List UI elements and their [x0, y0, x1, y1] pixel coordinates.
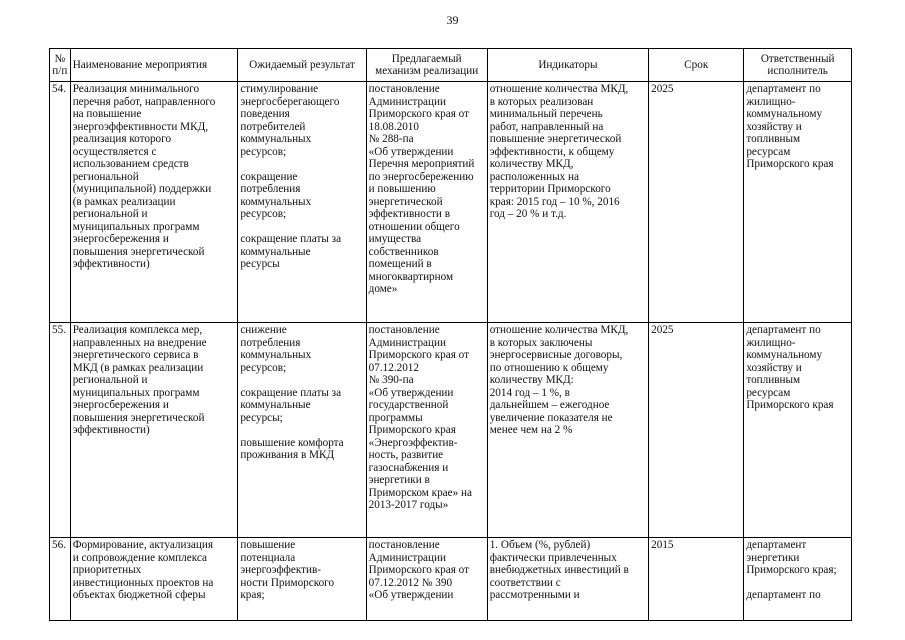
cell-line: ресурсов;: [240, 145, 287, 158]
cell-line: минимальный перечень: [489, 108, 603, 120]
cell-line: многоквартирном: [368, 270, 454, 283]
cell-name: [70, 82, 238, 323]
cell-line: «Энергоэффектив-: [368, 436, 458, 449]
cell-line: фактически привлеченных: [489, 551, 617, 564]
cell-line: сокращение: [240, 170, 298, 183]
cell-line: коммунальному: [746, 349, 823, 361]
cell-line: 2014 год – 1 %, в: [489, 386, 570, 399]
cell-line: [240, 374, 363, 387]
cell-line: 54.: [52, 83, 66, 95]
cell-line: края;: [240, 589, 265, 601]
cell-line: внебюджетных инвестиций в: [489, 564, 629, 576]
cell-line: снижение: [240, 324, 287, 336]
cell-term: [649, 82, 744, 323]
cell-line: МКД (в рамках реализации: [72, 361, 204, 374]
cell-line: 2015: [651, 539, 674, 551]
cell-line: Приморского края от: [368, 564, 469, 576]
cell-responsible: [744, 538, 852, 621]
cell-line: проживания в МКД: [240, 449, 335, 461]
cell-line: региональной: [72, 170, 139, 183]
cell-line: Приморского края от: [368, 108, 469, 120]
cell-line: количеству МКД:: [489, 374, 574, 386]
page-number: 39: [446, 13, 459, 27]
cell-line: год – 20 % и т.д.: [489, 208, 567, 220]
cell-line: топливным: [746, 133, 801, 145]
cell-line: коммунальных: [240, 195, 312, 208]
cell-line: отношение количества МКД,: [489, 83, 629, 95]
cell-line: жилищно-: [746, 336, 796, 349]
cell-line: ресурсам: [746, 145, 791, 158]
cell-line: коммунальному: [746, 108, 823, 120]
cell-line: 2025: [651, 83, 674, 95]
cell-line: эффективности в: [368, 208, 451, 220]
cell-line: повышение: [240, 539, 296, 551]
cell-line: 07.12.2012: [368, 361, 419, 374]
cell-line: объектах бюджетной сферы: [72, 589, 206, 601]
cell-line: рассмотренными и: [489, 589, 580, 601]
cell-line: потребления: [240, 183, 301, 195]
cell-line: 2025: [651, 324, 674, 336]
cell-mechanism: [366, 82, 487, 323]
cell-line: Приморского края от: [368, 349, 469, 361]
cell-line: (в рамках реализации: [72, 195, 176, 208]
cell-line: Перечня мероприятий: [368, 158, 475, 170]
cell-indicators: [487, 538, 648, 621]
cell-line: энергетики в: [368, 474, 430, 486]
table-row: [50, 323, 852, 538]
cell-line: на повышение: [72, 108, 142, 120]
cell-line: дальнейшем – ежегодное: [489, 399, 610, 411]
cell-num: [50, 82, 71, 323]
cell-line: перечня работ, направленного: [72, 95, 216, 108]
cell-line: повышение комфорта: [240, 436, 344, 449]
cell-line: приоритетных: [72, 564, 142, 576]
cell-line: Приморского края: [746, 158, 834, 170]
header-mechanism: Предлагаемый механизм реализации: [366, 49, 487, 82]
cell-line: ресурсов;: [240, 361, 287, 374]
cell-line: количеству МКД,: [489, 158, 574, 170]
cell-line: энергетики: [746, 551, 800, 564]
cell-term: [649, 538, 744, 621]
cell-line: 56.: [52, 539, 66, 551]
cell-line: и повышению: [368, 183, 436, 195]
cell-mechanism: [366, 323, 487, 538]
cell-line: эффективности): [72, 258, 150, 270]
cell-line: осуществляется с: [72, 145, 157, 158]
cell-line: ности Приморского: [240, 576, 335, 589]
cell-line: по энергосбережению: [368, 170, 474, 183]
cell-line: коммунальные: [240, 245, 311, 258]
cell-line: Реализация минимального: [72, 83, 200, 95]
cell-line: департамент по: [746, 589, 821, 601]
cell-line: «Об утверждении: [368, 386, 454, 399]
cell-line: 55.: [52, 324, 66, 336]
cell-line: департамент по: [746, 324, 821, 336]
cell-line: постановление: [368, 83, 440, 95]
cell-term: [649, 323, 744, 538]
table-row: [50, 538, 852, 621]
cell-line: ресурсов;: [240, 208, 287, 220]
cell-line: [240, 221, 363, 234]
cell-line: в которых реализован: [489, 95, 594, 108]
cell-line: отношение количества МКД,: [489, 324, 629, 336]
cell-line: сокращение платы за: [240, 233, 342, 245]
cell-line: использованием средств: [72, 158, 189, 170]
cell-mechanism: [366, 538, 487, 621]
cell-line: муниципальных программ: [72, 386, 200, 399]
cell-line: потенциала: [240, 551, 296, 564]
cell-line: [240, 424, 363, 437]
cell-line: топливным: [746, 374, 801, 386]
cell-line: № 390-па: [368, 374, 414, 386]
cell-line: коммунальных: [240, 133, 312, 145]
header-responsible: Ответственный исполнитель: [744, 49, 852, 82]
cell-indicators: [487, 82, 648, 323]
cell-line: увеличение показателя не: [489, 411, 613, 424]
cell-line: помещений в: [368, 258, 432, 270]
cell-line: газоснабжения и: [368, 461, 449, 474]
cell-line: имущества: [368, 233, 422, 245]
cell-responsible: [744, 323, 852, 538]
cell-line: территории Приморского: [489, 183, 611, 195]
cell-line: 18.08.2010: [368, 120, 419, 133]
cell-line: энергоэффективности МКД,: [72, 120, 208, 133]
cell-line: Администрации: [368, 551, 446, 564]
cell-line: отношении общего: [368, 220, 460, 233]
cell-line: энергосберегающего: [240, 95, 340, 108]
cell-line: и сопровождение комплекса: [72, 551, 207, 564]
cell-line: по отношению к общему: [489, 361, 609, 374]
cell-line: региональной и: [72, 208, 148, 220]
cell-line: направленных на внедрение: [72, 336, 207, 349]
cell-line: 2013-2017 годы»: [368, 499, 449, 511]
cell-line: хозяйству и: [746, 361, 802, 374]
cell-line: «Об утверждении: [368, 589, 454, 601]
cell-line: менее чем на 2 %: [489, 424, 573, 436]
cell-name: [70, 323, 238, 538]
cell-line: Приморском крае» на: [368, 486, 472, 499]
table-row: [50, 82, 852, 323]
cell-num: [50, 323, 71, 538]
cell-line: энергоэффектив-: [240, 564, 322, 576]
cell-line: работ, направленный на: [489, 120, 604, 133]
header-term: Срок: [649, 49, 744, 82]
header-num: № п/п: [50, 49, 71, 82]
cell-line: повышение энергетической: [489, 133, 622, 145]
cell-line: хозяйству и: [746, 120, 802, 133]
cell-line: ность, развитие: [368, 449, 444, 461]
cell-name: [70, 538, 238, 621]
header-name: Наименование мероприятия: [70, 49, 238, 82]
cell-result: [238, 82, 366, 323]
cell-line: собственников: [368, 245, 439, 258]
cell-line: энергосервисные договоры,: [489, 349, 623, 361]
cell-line: № 288-па: [368, 133, 414, 145]
cell-line: доме»: [368, 283, 398, 295]
cell-line: эффективности, к общему: [489, 145, 615, 158]
cell-line: Администрации: [368, 336, 446, 349]
cell-responsible: [744, 82, 852, 323]
cell-num: [50, 538, 71, 621]
cell-line: в которых заключены: [489, 336, 593, 349]
cell-line: стимулирование: [240, 83, 319, 95]
cell-line: ресурсы: [240, 258, 280, 270]
cell-line: (муниципальной) поддержки: [72, 183, 212, 195]
cell-line: коммунальных: [240, 349, 312, 361]
cell-line: энергосбережения и: [72, 233, 169, 245]
cell-line: государственной: [368, 399, 449, 411]
cell-line: коммунальные: [240, 399, 311, 411]
cell-line: [240, 158, 363, 171]
cell-line: муниципальных программ: [72, 220, 200, 233]
cell-result: [238, 323, 366, 538]
cell-line: повышения энергетической: [72, 245, 205, 258]
cell-line: Приморского края: [368, 424, 456, 436]
cell-line: 07.12.2012 № 390: [368, 576, 453, 589]
cell-line: 1. Объем (%, рублей): [489, 539, 591, 551]
cell-line: края: 2015 год – 10 %, 2016: [489, 195, 620, 208]
cell-line: потребления: [240, 336, 301, 349]
cell-line: жилищно-: [746, 95, 796, 108]
cell-line: потребителей: [240, 120, 306, 133]
cell-line: постановление: [368, 324, 440, 336]
cell-line: «Об утверждении: [368, 145, 454, 158]
cell-line: соответствии с: [489, 576, 561, 589]
table-header-row: [50, 49, 852, 82]
cell-line: региональной и: [72, 374, 148, 386]
cell-line: Администрации: [368, 95, 446, 108]
cell-result: [238, 538, 366, 621]
measures-table: [49, 48, 852, 621]
cell-line: Реализация комплекса мер,: [72, 324, 203, 336]
cell-line: сокращение платы за: [240, 386, 342, 399]
cell-line: [746, 577, 849, 590]
header-result: Ожидаемый результат: [238, 49, 366, 82]
cell-line: Приморского края;: [746, 564, 837, 576]
cell-line: программы: [368, 411, 423, 424]
cell-line: реализация которого: [72, 133, 172, 145]
header-indicators: Индикаторы: [487, 49, 648, 82]
cell-line: Формирование, актуализация: [72, 539, 214, 551]
cell-line: повышения энергетической: [72, 411, 205, 424]
cell-line: департамент по: [746, 83, 821, 95]
cell-line: энергосбережения и: [72, 399, 169, 411]
cell-line: Приморского края: [746, 399, 834, 411]
cell-line: поведения: [240, 108, 290, 120]
cell-line: энергетической: [368, 195, 443, 208]
cell-line: постановление: [368, 539, 440, 551]
cell-line: инвестиционных проектов на: [72, 576, 214, 589]
cell-line: департамент: [746, 539, 807, 551]
cell-line: ресурсы;: [240, 411, 283, 424]
cell-line: расположенных на: [489, 170, 579, 183]
cell-line: энергетического сервиса в: [72, 349, 199, 361]
cell-line: эффективности): [72, 424, 150, 436]
cell-line: ресурсам: [746, 386, 791, 399]
cell-indicators: [487, 323, 648, 538]
